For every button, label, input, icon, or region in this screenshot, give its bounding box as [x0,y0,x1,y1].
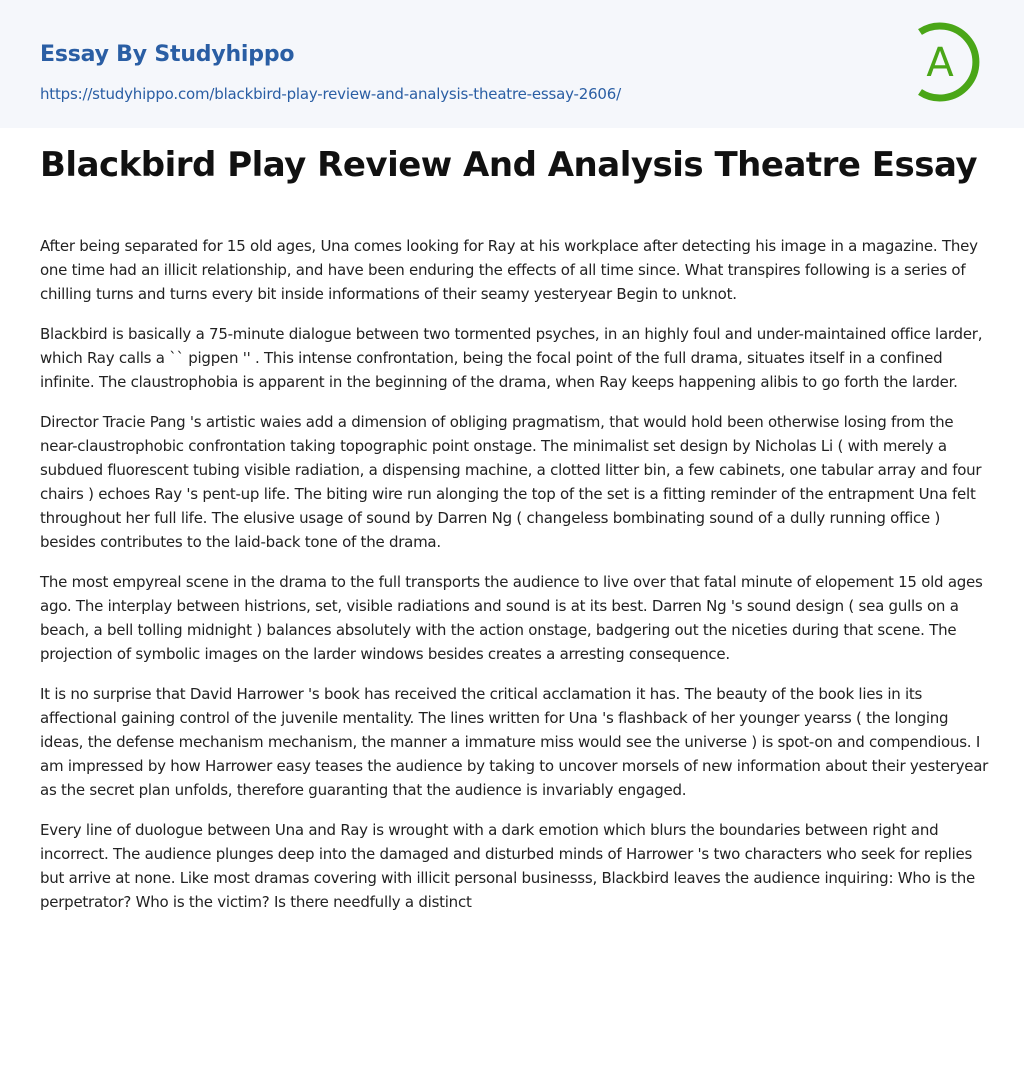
essay-paragraph: Director Tracie Pang 's artistic waies add a dimension of obliging pragmatism, that would hold been otherwise losing from the near-claustrophobic confrontation taking topographic point onstage. The minimalist set design by Nicholas Li ( with merely a subdued fluorescent tubing visible radiation, a dispensing machine, a clotted litter bin, a few cabinets, one tabular array and four chairs ) echoes Ray 's pent-up life. The biting wire run alonging the top of the set is a fitting reminder of the entrapment Una felt throughout her full life. The elusive usage of sound by Darren Ng ( changeless bombinating sound of a dully running office ) besides contributes to the laid-back tone of the drama. [40,413,982,551]
site-header [0,0,1024,128]
studyhippo-logo-icon[interactable] [906,18,990,106]
essay-paragraph: Blackbird is basically a 75-minute dialogue between two tormented psyches, in an highly foul and under-maintained office larder, which Ray calls a `` pigpen '' . This intense confrontation, being the focal point of the full drama, situates itself in a confined infinite. The claustrophobia is apparent in the beginning of the drama, when Ray keeps happening alibis to go forth the larder. [40,325,983,391]
essay-paragraph: It is no surprise that David Harrower 's book has received the critical acclamation it has. The beauty of the book lies in its affectional gaining control of the juvenile mentality. The lines written for Una 's flashback of her younger yearss ( the longing ideas, the defense mechanism mechanism, the manner a immature miss would see the universe ) is spot-on and compendious. I am impressed by how Harrower easy teases the audience by taking to uncover morsels of new information about their yesteryear as the secret plan unfolds, therefore guaranting that the audience is invariably engaged. [40,685,989,799]
page-title: Blackbird Play Review And Analysis Theatre Essay [40,145,978,185]
essay-paragraph: After being separated for 15 old ages, Una comes looking for Ray at his workplace after detecting his image in a magazine. They one time had an illicit relationship, and have been enduring the effects of all time since. What transpires following is a series of chilling turns and turns every bit inside informations of their seamy yesteryear Begin to unknot. [40,237,978,303]
site-brand[interactable]: Essay By Studyhippo [40,42,295,67]
essay-url-link[interactable]: https://studyhippo.com/blackbird-play-review-and-analysis-theatre-essay-2606/ [40,85,621,103]
svg-text:A: A [926,40,954,86]
essay-paragraph: The most empyreal scene in the drama to the full transports the audience to live over that fatal minute of elopement 15 old ages ago. The interplay between histrions, set, visible radiations and sound is at its best. Darren Ng 's sound design ( sea gulls on a beach, a bell tolling midnight ) balances absolutely with the action onstage, badgering out the niceties during that scene. The projection of symbolic images on the larder windows besides creates a arresting consequence. [40,573,983,663]
essay-body [40,234,990,930]
essay-paragraph: Every line of duologue between Una and Ray is wrought with a dark emotion which blurs the boundaries between right and incorrect. The audience plunges deep into the damaged and disturbed minds of Harrower 's two characters who seek for replies but arrive at none. Like most dramas covering with illicit personal businesss, Blackbird leaves the audience inquiring: Who is the perpetrator? Who is the victim? Is there needfully a distinct [40,821,975,911]
